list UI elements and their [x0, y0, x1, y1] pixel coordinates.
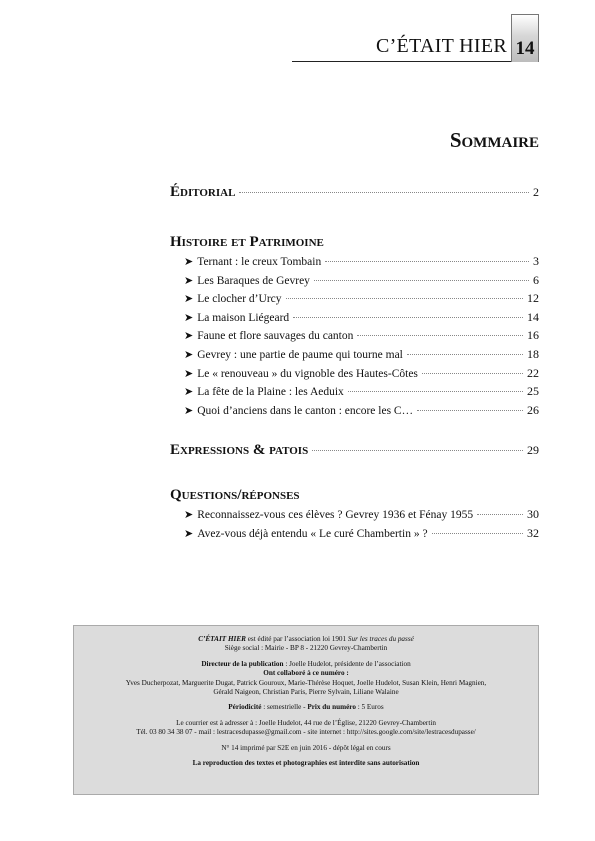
toc-item-label: Les Baraques de Gevrey: [197, 274, 310, 287]
toc-item[interactable]: [170, 291, 539, 310]
dot-leader: [325, 261, 529, 262]
page-ref: 12: [527, 291, 539, 306]
colophon-line: Siège social : Mairie - BP 8 - 21220 Gevrey-Chambertin: [224, 644, 388, 653]
arrow-bullet-icon: ➤: [184, 293, 194, 306]
dot-leader: [417, 410, 523, 411]
toc-section-row[interactable]: [170, 184, 539, 201]
arrow-bullet-icon: ➤: [184, 256, 194, 268]
toc-item[interactable]: [170, 347, 539, 366]
arrow-bullet-icon: ➤: [184, 330, 194, 343]
toc-item[interactable]: [170, 310, 539, 329]
toc-item[interactable]: [170, 273, 539, 292]
sommaire-heading: Sommaire: [449, 128, 539, 152]
arrow-bullet-icon: ➤: [184, 348, 194, 361]
toc-section-row[interactable]: [170, 442, 539, 459]
arrow-bullet-icon: ➤: [184, 386, 194, 399]
questions-items: [170, 507, 539, 544]
magazine-name: C’ÉTAIT HIER: [198, 635, 246, 643]
dot-leader: [432, 533, 523, 534]
toc-item[interactable]: [170, 328, 539, 347]
toc-item[interactable]: [170, 366, 539, 385]
colophon-label: Directeur de la publication: [201, 659, 284, 668]
dot-leader: [422, 373, 523, 374]
toc-item-label: Reconnaissez-vous ces élèves ? Gevrey 1936 et Fénay 1955: [197, 509, 474, 521]
section-title: Expressions & patois: [170, 442, 309, 458]
section-title: Éditorial: [170, 184, 236, 200]
colophon-text: : 5 Euros: [355, 703, 384, 712]
dot-leader: [312, 450, 523, 451]
toc-item-label: Gevrey : une partie de paume qui tourne mal: [197, 348, 403, 361]
page-ref: 25: [527, 384, 539, 399]
toc-item-label: Le « renouveau » du vignoble des Hautes-Côtes: [197, 367, 418, 380]
colophon-line: Tél. 03 80 34 38 07 - mail : lestracesdupasse@gmail.com - site internet : http://sites.google.com/site/lestracesdupasse/: [136, 728, 476, 737]
dot-leader: [286, 298, 523, 299]
toc-item[interactable]: [170, 254, 539, 273]
page-ref: 16: [527, 328, 539, 343]
page-ref: 22: [527, 365, 539, 380]
page-number-tab: [511, 14, 539, 62]
toc-item-label: La fête de la Plaine : les Aeduix: [197, 386, 344, 399]
dot-leader: [348, 391, 523, 392]
colophon-line: La reproduction des textes et photographies est interdite sans autorisation: [192, 759, 420, 768]
page-number: 14: [515, 38, 535, 59]
toc-item[interactable]: [170, 403, 539, 422]
toc-item[interactable]: [170, 507, 539, 526]
toc-editorial: [170, 184, 539, 201]
dot-leader: [314, 280, 529, 281]
page-ref: 3: [533, 254, 539, 268]
page-ref: 14: [527, 309, 539, 324]
arrow-bullet-icon: ➤: [184, 367, 194, 380]
dot-leader: [239, 192, 529, 193]
dot-leader: [407, 354, 523, 355]
page-ref: 29: [527, 443, 539, 457]
arrow-bullet-icon: ➤: [184, 509, 194, 521]
toc-item[interactable]: [170, 526, 539, 545]
dot-leader: [357, 335, 523, 336]
association-name: Sur les traces du passé: [347, 635, 414, 643]
colophon-line: Yves Ducherpozat, Marguerite Dugat, Patrick Gouroux, Marie-Thérèse Hoquet, Joelle Hudelot, Susan Klein, Henri Magnien,: [125, 678, 487, 687]
toc-item-label: Avez-vous déjà entendu « Le curé Chambertin » ?: [197, 527, 428, 540]
colophon-line: [74, 660, 538, 669]
header-rule: [292, 61, 515, 62]
page-ref: 30: [527, 507, 539, 521]
colophon-text: : semestrielle -: [261, 703, 308, 712]
toc-item-label: Quoi d’anciens dans le canton : encore les C…: [197, 404, 414, 417]
arrow-bullet-icon: ➤: [184, 311, 194, 324]
page-ref: 6: [533, 272, 539, 287]
toc-histoire: [170, 234, 539, 421]
colophon-line: Gérald Naigeon, Christian Paris, Pierre Sylvain, Liliane Walaine: [213, 688, 399, 697]
arrow-bullet-icon: ➤: [184, 274, 194, 287]
toc-item[interactable]: [170, 384, 539, 403]
magazine-title: C’ÉTAIT HIER: [375, 35, 507, 57]
dot-leader: [293, 317, 523, 318]
colophon-box: [73, 625, 539, 795]
colophon-line: N° 14 imprimé par S2E en juin 2016 - dépôt légal en cours: [221, 743, 391, 752]
colophon-text: est édité par l’association loi 1901: [245, 635, 348, 643]
toc-item-label: Le clocher d’Urcy: [197, 293, 282, 306]
page-ref: 2: [533, 185, 539, 199]
colophon-line: [74, 635, 538, 644]
page-ref: 18: [527, 346, 539, 361]
toc-questions: [170, 487, 539, 544]
colophon-line: Ont collaboré à ce numéro :: [263, 669, 349, 678]
dot-leader: [477, 514, 523, 515]
toc-expressions: [170, 442, 539, 459]
arrow-bullet-icon: ➤: [184, 527, 194, 540]
colophon-label: Prix du numéro: [307, 703, 356, 712]
section-title: Histoire et Patrimoine: [170, 234, 324, 250]
colophon-text: : Joelle Hudelot, présidente de l’association: [283, 659, 411, 668]
section-title: Questions/réponses: [170, 487, 300, 503]
colophon-line: [74, 703, 538, 712]
toc-item-label: La maison Liégeard: [197, 311, 290, 324]
page-ref: 26: [527, 402, 539, 417]
colophon-label: Périodicité: [228, 703, 262, 712]
toc-item-label: Faune et flore sauvages du canton: [197, 330, 354, 343]
colophon-line: Le courrier est à adresser à : Joelle Hudelot, 44 rue de l’Église, 21220 Gevrey-Chambertin: [176, 718, 436, 727]
toc-item-label: Ternant : le creux Tombain: [197, 256, 322, 268]
arrow-bullet-icon: ➤: [184, 404, 194, 417]
page-header: [0, 14, 595, 62]
page-ref: 32: [527, 525, 539, 540]
histoire-items: [170, 254, 539, 421]
